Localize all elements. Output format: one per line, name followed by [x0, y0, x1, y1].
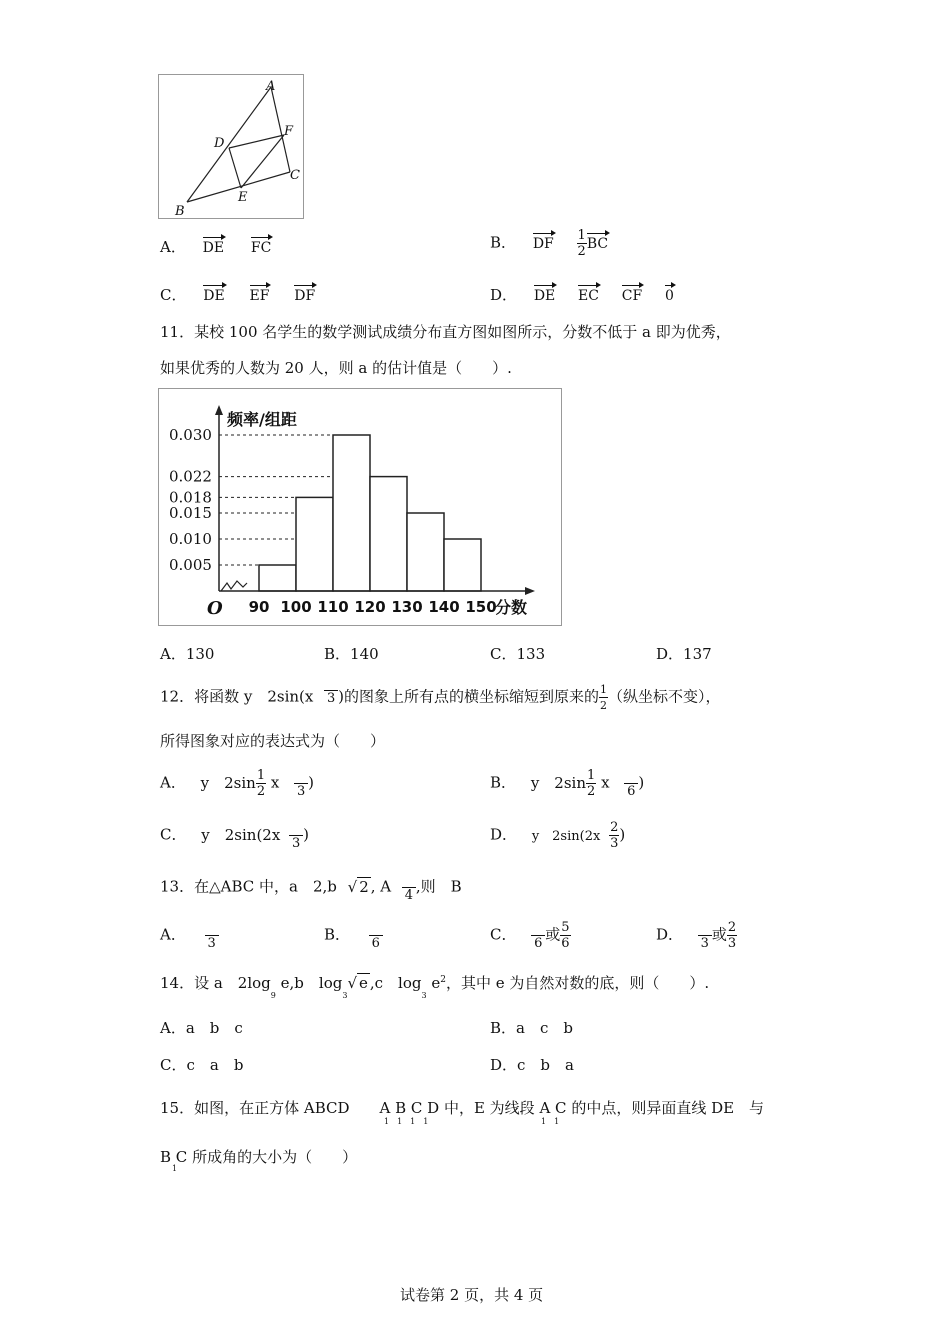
q11-option-c[interactable]: C．133	[490, 645, 546, 663]
q11-stem-line2: 如果优秀的人数为 20 人，则 a 的估计值是（ ）.	[160, 359, 512, 377]
y-tick-label: 0.015	[169, 504, 212, 522]
label-C: C	[290, 168, 300, 183]
q13-option-a[interactable]: A． 3	[160, 920, 219, 951]
histogram-figure	[158, 388, 562, 626]
q10-option-d[interactable]: D． DE EC CF 0	[490, 286, 674, 304]
q15-segment-subscripts: 1 1	[541, 1117, 560, 1126]
q12-option-c[interactable]: C． y 2sin(2x 3 )	[160, 820, 309, 851]
triangle-figure	[158, 74, 304, 219]
origin-label: O	[207, 598, 223, 619]
q14-option-d[interactable]: D．c b a	[490, 1056, 574, 1074]
page-footer: 试卷第 2 页，共 4 页	[400, 1286, 544, 1304]
q12-option-b[interactable]: B． y 2sin $\frac{1}{2}$ x 6 )	[490, 768, 645, 799]
q12-stem-line2: 所得图象对应的表达式为（ ）	[160, 732, 386, 750]
q14-stem: 14．设 a $2\log_9$ e,b $\log_3√$ e ,c $\log_3 e^2$，其中 e 为自然对数的底，则（ ）.	[160, 974, 710, 1000]
q12-option-d[interactable]: D． y 2sin(2x $\frac{2}{3}$ )	[490, 820, 626, 851]
q14-option-b[interactable]: B．a c b	[490, 1019, 573, 1037]
x-tick-label: 150	[465, 598, 497, 616]
x-tick-label: 130	[391, 598, 423, 616]
label-F: F	[284, 124, 294, 139]
histogram-bar	[370, 477, 407, 591]
label-D: D	[214, 136, 225, 151]
y-axis-arrow	[215, 405, 223, 415]
q11-option-b[interactable]: B．140	[324, 645, 379, 663]
x-tick-label: 120	[354, 598, 386, 616]
q14-option-a[interactable]: A．a b c	[160, 1019, 243, 1037]
y-tick-label: 0.005	[169, 556, 212, 574]
y-tick-label: 0.010	[169, 530, 212, 548]
x-axis-arrow	[525, 587, 535, 595]
label-B: B	[175, 204, 185, 218]
triangle-diagram	[159, 75, 303, 218]
histogram-bar	[296, 497, 333, 591]
histogram-chart	[159, 389, 561, 625]
y-tick-label: 0.018	[169, 488, 212, 507]
y-axis-title: 频率/组距	[227, 410, 297, 429]
q15-stem-line1: 15．如图，在正方体 ABCD A B C D 中，E 为线段 A C 的中点，则异面直线 DE 与	[160, 1099, 765, 1117]
q10-option-c[interactable]: C． DE EF DF	[160, 286, 316, 304]
x-tick-label: 140	[428, 598, 460, 616]
histogram-bar	[259, 565, 296, 591]
q13-option-d[interactable]: D． 3 或 $\frac{2}{3}$	[656, 920, 737, 951]
q15-cube-subscripts: 1 1 1 1	[384, 1117, 429, 1126]
q11-option-a[interactable]: A．130	[160, 645, 215, 663]
x-tick-label: 110	[317, 598, 349, 616]
q13-stem: 13．在△ABC 中，a 2,b √ 2 , A 4 ,则 B	[160, 872, 462, 903]
q12-stem-line1: 12．将函数 y 2sin(x 3 )的图象上所有点的横坐标缩短到原来的 $\frac{1}{2}$ （纵坐标不变），	[160, 683, 721, 712]
q11-stem-line1: 11．某校 100 名学生的数学测试成绩分布直方图如图所示，分数不低于 a 即为优秀，	[160, 323, 731, 341]
q12-option-a[interactable]: A． y 2sin $\frac{1}{2}$ x 3 )	[160, 768, 314, 799]
q13-option-c[interactable]: C． 6 或 $\frac{5}{6}$	[490, 920, 570, 951]
label-A: A	[266, 79, 276, 94]
q13-option-b[interactable]: B． 6	[324, 920, 383, 951]
q15-stem-line2: B C 所成角的大小为（ ）	[160, 1148, 358, 1166]
q11-option-d[interactable]: D．137	[656, 645, 712, 663]
axis-break	[221, 581, 247, 591]
x-tick-label: 90	[248, 598, 270, 616]
y-tick-label: 0.022	[169, 467, 212, 486]
q10-option-a[interactable]: A． DE FC	[160, 238, 272, 256]
histogram-bar	[407, 513, 444, 591]
x-axis-title: 分数	[495, 598, 528, 617]
q10-option-b[interactable]: B． DF $\frac{1}{2}$ BC	[490, 228, 609, 259]
q15-line2-subscript: 1	[172, 1164, 178, 1173]
y-tick-label: 0.030	[169, 426, 212, 444]
histogram-bar	[444, 539, 481, 591]
x-tick-label: 100	[280, 598, 312, 616]
histogram-bar	[333, 435, 370, 591]
q14-option-c[interactable]: C．c a b	[160, 1056, 244, 1074]
label-E: E	[238, 190, 248, 205]
